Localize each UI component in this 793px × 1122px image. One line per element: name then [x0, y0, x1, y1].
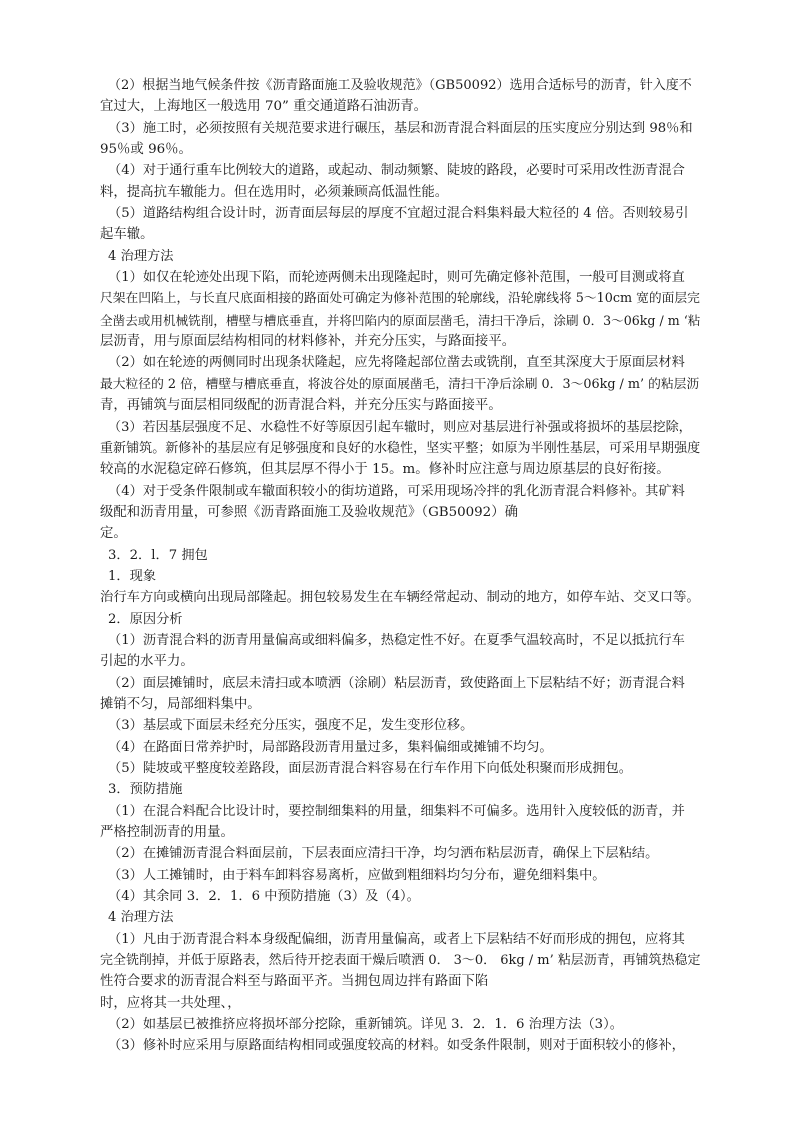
text-line: （3）基层或下面层未经充分压实，强度不足，发生变形位移。 [108, 718, 474, 734]
text-line: （3）人工摊铺时，由于料车卸料容易离析，应做到粗细料均匀分布，避免细料集中。 [108, 867, 606, 883]
text-line: （2）在摊铺沥青混合料面层前，下层表面应清扫干净，均匀洒布粘层沥青，确保上下层粘结。 [108, 846, 659, 862]
text-line: 定。 [100, 526, 127, 542]
text-line: 起车辙。 [100, 227, 154, 243]
text-line: （3）修补时应采用与原路面结构相同或强度较高的材料。如受条件限制，则对于面积较小的修补， [108, 1038, 685, 1054]
text-line: 料，提高抗车辙能力。但在选用时，必须兼顾高低温性能。 [100, 184, 449, 200]
text-line: （1）如仅在轮迹处出现下陷，而轮迹两侧未出现隆起时，则可先确定修补范围，一般可目测或将直 [108, 270, 685, 286]
text-line: （3）若因基层强度不足、水稳性不好等原因引起车辙时，则应对基层进行补强或将损坏的基层挖除， [108, 419, 692, 435]
text-line: （2）如在轮迹的两侧同时出现条状隆起，应先将隆起部位凿去或铣削，直至其深度大于原面层材料 [108, 355, 685, 371]
text-line: 严格控制沥青的用量。 [100, 825, 234, 841]
text-line: （4）对于通行重车比例较大的道路，或起动、制动频繁、陡坡的路段，必要时可采用改性沥青混合 [108, 163, 685, 179]
text-line: 宜过大，上海地区一般选用 70” 重交通道路石油沥青。 [100, 99, 427, 115]
text-line: （1）凡由于沥青混合料本身级配偏细，沥青用量偏高，或者上下层粘结不好而形成的拥包，应将其 [108, 931, 685, 947]
text-line: （2）如基层已被推挤应将损坏部分挖除，重新铺筑。详见 3．2．1．6 治理方法（3）。 [108, 1017, 623, 1033]
text-line: 青，再铺筑与面层相同级配的沥青混合料，并充分压实与路面接平。 [100, 398, 502, 414]
text-line: 全凿去或用机械铣削，槽壁与槽底垂直，并将凹陷内的原面层凿毛，清扫干净后，涂刷 0．3～06kg / m ‘粘 [100, 312, 701, 328]
text-line: 最大粒径的 2 倍，槽壁与槽底垂直，将波谷处的原面展凿毛，清扫干净后涂刷 0．3～06kg / m’ 的粘层沥 [100, 376, 700, 392]
text-line: 4 治理方法 [108, 910, 174, 926]
text-line: 治行车方向或横向出现局部隆起。拥包较易发生在车辆经常起动、制动的地方，如停车站、交叉口等。 [100, 590, 700, 606]
text-line: 尺架在凹陷上，与长直尺底面相接的路面处可确定为修补范围的轮廓线，沿轮廓线将 5～10cm 宽的面层完 [100, 291, 700, 307]
text-line: （1）在混合料配合比设计时，要控制细集料的用量，细集料不可偏多。选用针入度较低的沥青，并 [108, 803, 685, 819]
text-line: 3．预防措施 [108, 782, 183, 798]
text-line: 级配和沥青用量，可参照《沥青路面施工及验收规范》（GB50092）确 [100, 504, 518, 520]
text-line: 较高的水泥稳定碎石修筑，但其层厚不得小于 15。m。修补时应注意与周边原基层的良好衔接。 [100, 462, 670, 478]
text-line: （5）道路结构组合设计时，沥青面层每层的厚度不宜超过混合料集料最大粒径的 4 倍。否则较易引 [108, 206, 689, 222]
text-line: 4 治理方法 [108, 248, 174, 264]
text-line: （4）在路面日常养护时，局部路段沥青用量过多，集料偏细或摊铺不均匀。 [108, 739, 553, 755]
text-line: （5）陡坡或平整度较差路段，面层沥青混合料容易在行车作用下向低处积聚而形成拥包。 [108, 761, 632, 776]
text-line: （4）其余同 3．2．1．6 中预防措施（3）及（4）。 [108, 889, 420, 905]
text-line: 性符合要求的沥青混合料至与路面平齐。当拥包周边拌有路面下陷 [100, 974, 489, 990]
text-line: 重新铺筑。新修补的基层应有足够强度和良好的水稳性，坚实平整；如原为半刚性基层，可采用早期强度 [100, 440, 701, 456]
text-line: 1．现象 [108, 568, 157, 584]
text-line: 层沥青，用与原面层结构相同的材料修补，并充分压实，与路面接平。 [100, 334, 516, 350]
text-line: （1）沥青混合料的沥青用量偏高或细料偏多，热稳定性不好。在夏季气温较高时，不足以抵抗行车 [108, 632, 685, 648]
text-line: （2）根据当地气候条件按《沥青路面施工及验收规范》（GB50092）选用合适标号的沥青，针入度不 [108, 78, 692, 93]
text-line: 摊销不匀，局部细料集中。 [100, 696, 261, 712]
text-line: 完全铣削掉，并低于原路表，然后待开挖表面干燥后喷洒 0． 3～0． 6kg / m’ 粘层沥青，再铺筑热稳定 [100, 953, 701, 969]
text-line: 2．原因分析 [108, 611, 183, 627]
text-line: 3．2．l．7 拥包 [108, 547, 208, 563]
text-line: 引起的水平力。 [100, 654, 194, 670]
text-line: 95％或 96％。 [100, 142, 192, 158]
text-line: （3）施工时，必须按照有关规范要求进行碾压，基层和沥青混合料面层的压实度应分别达到 98％和 [108, 120, 693, 136]
text-line: （4）对于受条件限制或车辙面积较小的街坊道路，可采用现场冷拌的乳化沥青混合料修补。其矿料 [108, 483, 685, 499]
text-line: 时，应将其一共处理、， [100, 995, 241, 1011]
text-line: （2）面层摊铺时，底层未清扫或本喷洒（涂刷）粘层沥青，致使路面上下层粘结不好；沥青混合料 [108, 675, 685, 691]
document-page [100, 75, 700, 1057]
